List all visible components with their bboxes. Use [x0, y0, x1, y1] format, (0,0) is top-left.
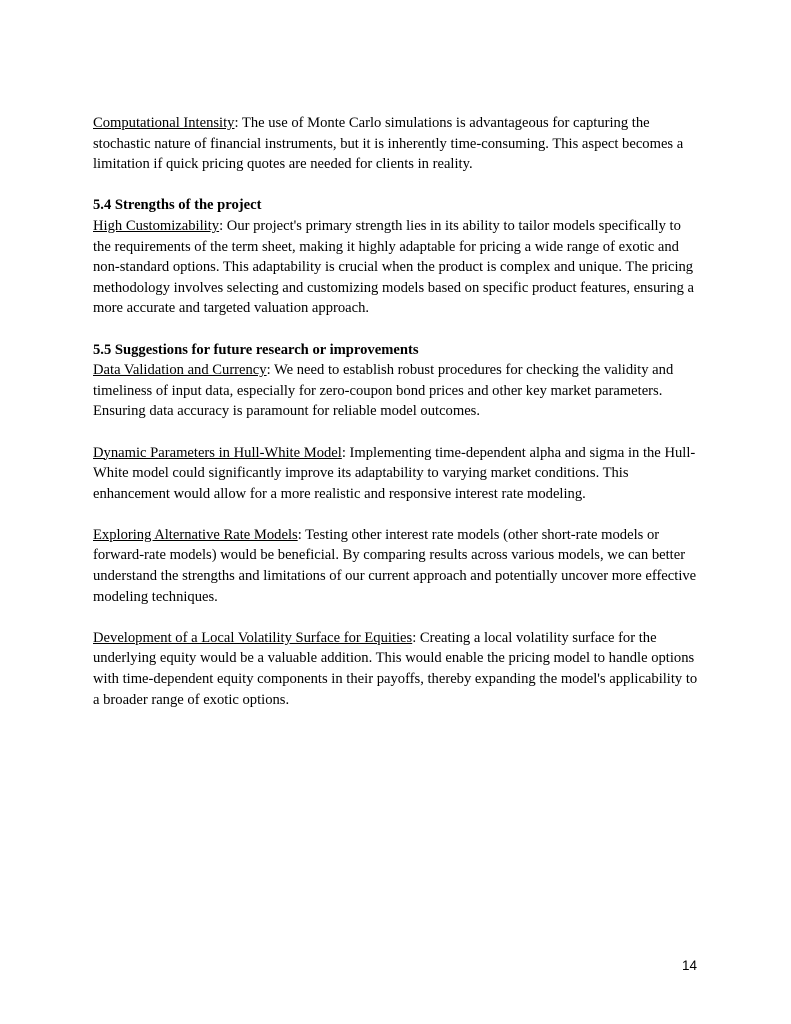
term-data-validation: Data Validation and Currency — [93, 362, 267, 379]
paragraph-high-customizability — [93, 216, 701, 319]
paragraph-text: : Testing other interest rate models (other short-rate models or forward-rate models) would be beneficial. By comparing results across various models, we can better understand the strengths and limitations of our current approach and potentially uncover more effective modeling techniques. — [93, 526, 697, 605]
page-content — [93, 113, 701, 731]
paragraph-computational-intensity — [93, 113, 701, 175]
paragraph-text: : We need to establish robust procedures for checking the validity and timeliness of input data, especially for zero-coupon bond prices and other key market parameters. Ensuring data accuracy is paramount for reliable model outcomes. — [93, 362, 674, 420]
paragraph-text: : The use of Monte Carlo simulations is advantageous for capturing the stochastic nature of financial instruments, but it is inherently time-consuming. This aspect becomes a limitation if quick pricing quotes are needed for clients in reality. — [93, 115, 684, 173]
paragraph-text: : Creating a local volatility surface for the underlying equity would be a valuable addition. This would enable the pricing model to handle options with time-dependent equity components in their payoffs, thereby expanding the model's applicability to a broader range of exotic options. — [93, 629, 698, 708]
term-local-volatility: Development of a Local Volatility Surface for Equities — [93, 629, 413, 646]
term-computational-intensity: Computational Intensity — [93, 115, 235, 131]
paragraph-text: : Implementing time-dependent alpha and sigma in the Hull-White model could significantly improve its adaptability to varying market conditions. This enhancement would allow for a more realistic and responsive interest rate modeling. — [93, 444, 696, 502]
section-heading-5-5: 5.5 Suggestions for future research or improvements — [93, 341, 419, 358]
paragraph-local-volatility — [93, 628, 701, 710]
page-number: 14 — [682, 958, 698, 973]
paragraph-text: : Our project's primary strength lies in its ability to tailor models specifically to the requirements of the term sheet, making it highly adaptable for pricing a wide range of exotic and non-standard options. This adaptability is crucial when the product is complex and unique. The pricing methodology involves selecting and customizing models based on specific product features, ensuring a more accurate and targeted valuation approach. — [93, 217, 695, 317]
term-alternative-rate-models: Exploring Alternative Rate Models — [93, 526, 298, 543]
paragraph-data-validation — [93, 360, 701, 422]
paragraph-dynamic-parameters — [93, 443, 701, 505]
paragraph-alternative-rate-models — [93, 525, 701, 607]
term-high-customizability: High Customizability — [93, 217, 220, 234]
term-dynamic-parameters: Dynamic Parameters in Hull-White Model — [93, 444, 342, 461]
section-heading-5-4: 5.4 Strengths of the project — [93, 197, 262, 214]
